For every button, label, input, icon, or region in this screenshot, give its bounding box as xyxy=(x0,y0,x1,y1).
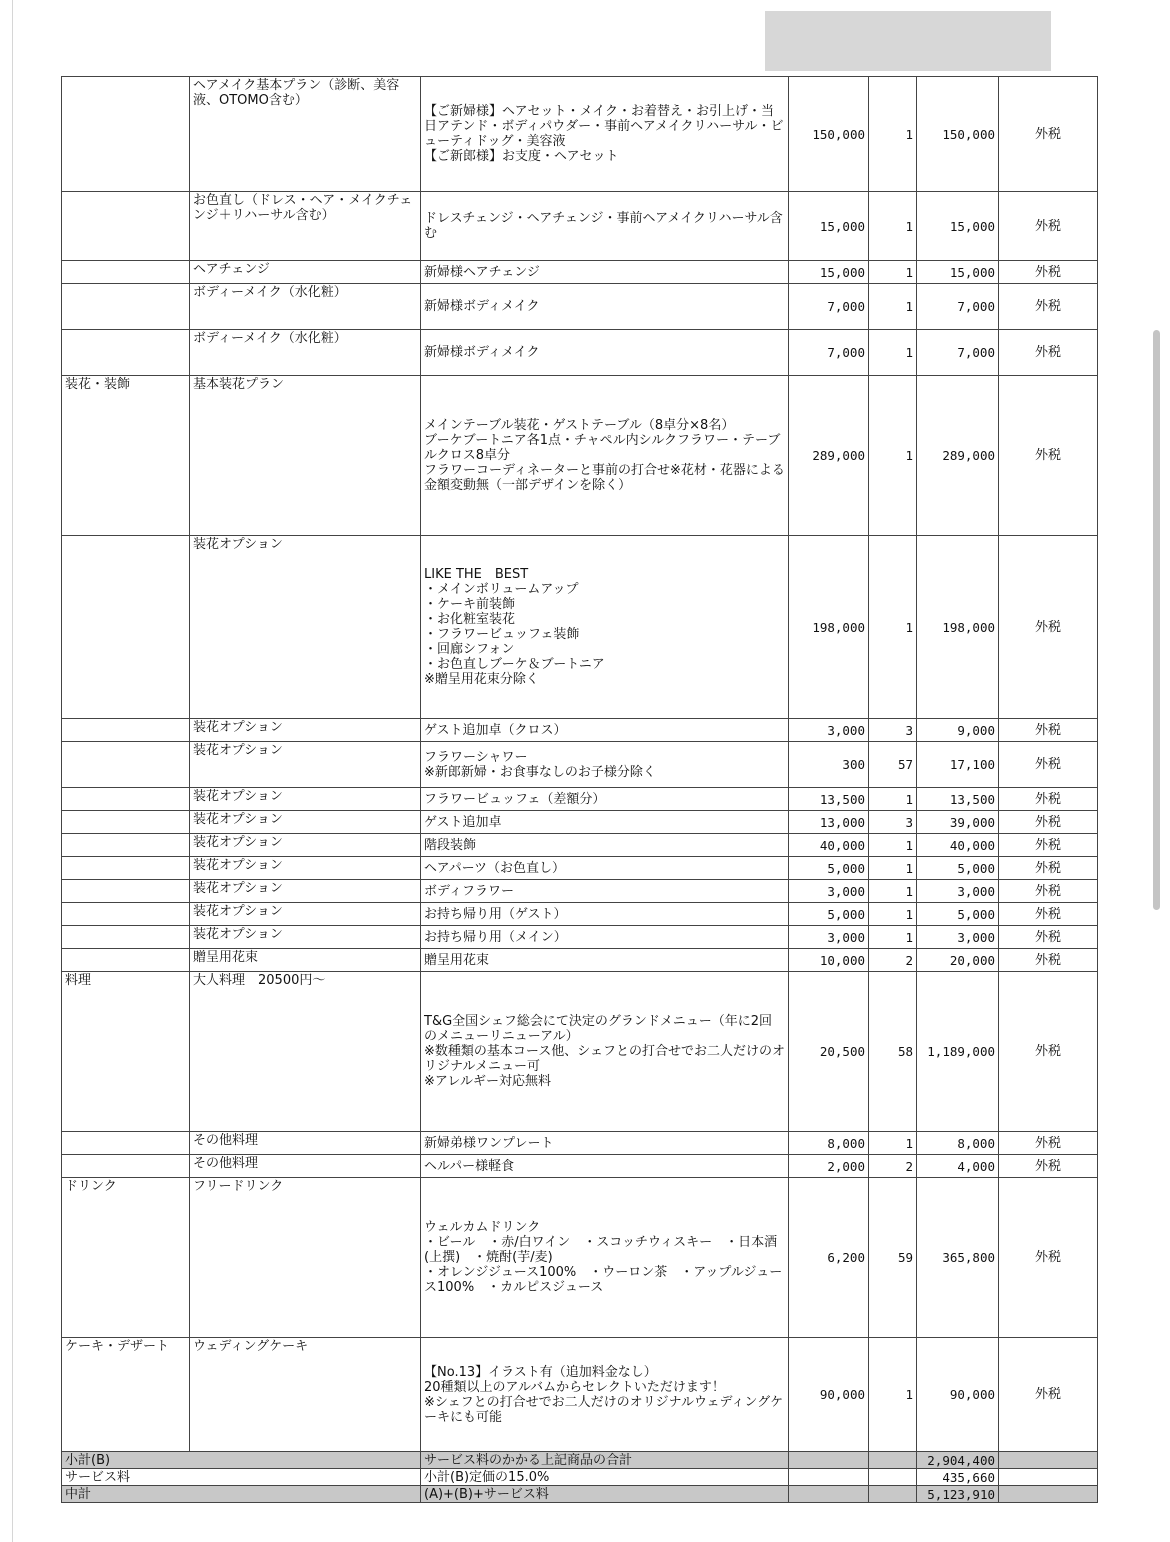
service-fee-blank xyxy=(789,1469,869,1486)
amount-cell: 90,000 xyxy=(917,1338,999,1452)
description-cell: フラワーシャワー ※新郎新婦・お食事なしのお子様分除く xyxy=(421,742,789,788)
amount-cell: 15,000 xyxy=(917,261,999,284)
midtotal-amount: 5,123,910 xyxy=(917,1486,999,1503)
item-cell: 装花オプション xyxy=(190,903,421,926)
description-cell: 【No.13】イラスト有（追加料金なし） 20種類以上のアルバムからセレクトいただけます！ ※シェフとの打合せでお二人だけのオリジナルウェディングケーキにも可能 xyxy=(421,1338,789,1452)
description-cell: T&G全国シェフ総会にて決定のグランドメニュー（年に2回のメニューリニューアル） ※数種類の基本コース他、シェフとの打合せでお二人だけのオリジナルメニュー可 ※アレルギー対応無料 xyxy=(421,972,789,1132)
item-cell: 装花オプション xyxy=(190,880,421,903)
unit-price-cell: 7,000 xyxy=(789,284,869,330)
redacted-area xyxy=(765,11,1051,71)
category-cell xyxy=(62,788,190,811)
unit-price-cell: 198,000 xyxy=(789,536,869,719)
table-row xyxy=(62,742,1098,788)
category-cell xyxy=(62,880,190,903)
unit-price-cell: 13,000 xyxy=(789,811,869,834)
amount-cell: 365,800 xyxy=(917,1178,999,1338)
amount-cell: 1,189,000 xyxy=(917,972,999,1132)
quantity-cell: 1 xyxy=(869,261,917,284)
unit-price-cell: 289,000 xyxy=(789,376,869,536)
description-cell: 新婦弟様ワンプレート xyxy=(421,1132,789,1155)
quantity-cell: 1 xyxy=(869,926,917,949)
category-cell xyxy=(62,926,190,949)
category-cell xyxy=(62,903,190,926)
tax-cell: 外税 xyxy=(999,284,1098,330)
quantity-cell: 1 xyxy=(869,536,917,719)
subtotal-blank xyxy=(789,1452,869,1469)
amount-cell: 8,000 xyxy=(917,1132,999,1155)
category-cell xyxy=(62,811,190,834)
table-row xyxy=(62,284,1098,330)
item-cell: その他料理 xyxy=(190,1132,421,1155)
table-row xyxy=(62,972,1098,1132)
item-cell: ウェディングケーキ xyxy=(190,1338,421,1452)
item-cell: 装花オプション xyxy=(190,536,421,719)
item-cell: 装花オプション xyxy=(190,834,421,857)
item-cell: 装花オプション xyxy=(190,857,421,880)
quantity-cell: 1 xyxy=(869,880,917,903)
tax-cell: 外税 xyxy=(999,330,1098,376)
tax-cell: 外税 xyxy=(999,376,1098,536)
amount-cell: 15,000 xyxy=(917,192,999,261)
service-fee-description: 小計(B)定価の15.0% xyxy=(421,1469,789,1486)
table-row xyxy=(62,857,1098,880)
category-cell xyxy=(62,949,190,972)
tax-cell: 外税 xyxy=(999,719,1098,742)
subtotal-row xyxy=(62,1452,1098,1469)
unit-price-cell: 5,000 xyxy=(789,857,869,880)
category-cell: 装花・装飾 xyxy=(62,376,190,536)
unit-price-cell: 20,500 xyxy=(789,972,869,1132)
category-cell xyxy=(62,834,190,857)
item-cell: お色直し（ドレス・ヘア・メイクチェンジ＋リハーサル含む） xyxy=(190,192,421,261)
unit-price-cell: 5,000 xyxy=(789,903,869,926)
description-cell: ドレスチェンジ・ヘアチェンジ・事前ヘアメイクリハーサル含む xyxy=(421,192,789,261)
unit-price-cell: 7,000 xyxy=(789,330,869,376)
quantity-cell: 59 xyxy=(869,1178,917,1338)
unit-price-cell: 15,000 xyxy=(789,261,869,284)
quantity-cell: 1 xyxy=(869,77,917,192)
description-cell: ヘルパー様軽食 xyxy=(421,1155,789,1178)
item-cell: ボディーメイク（水化粧） xyxy=(190,284,421,330)
table-row xyxy=(62,949,1098,972)
unit-price-cell: 2,000 xyxy=(789,1155,869,1178)
item-cell: 装花オプション xyxy=(190,926,421,949)
tax-cell: 外税 xyxy=(999,1178,1098,1338)
description-cell: 【ご新婦様】ヘアセット・メイク・お着替え・お引上げ・当日アテンド・ボディパウダー・事前ヘアメイクリハーサル・ビューティドッグ・美容液 【ご新郎様】お支度・ヘアセット xyxy=(421,77,789,192)
quantity-cell: 3 xyxy=(869,811,917,834)
item-cell: 装花オプション xyxy=(190,719,421,742)
item-cell: ボディーメイク（水化粧） xyxy=(190,330,421,376)
description-cell: ウェルカムドリンク ・ビール ・赤/白ワイン ・スコッチウィスキー ・日本酒(上撰) ・焼酎(芋/麦) ・オレンジジュース100% ・ウーロン茶 ・アップルジュース100% ・カルピスジュース xyxy=(421,1178,789,1338)
unit-price-cell: 90,000 xyxy=(789,1338,869,1452)
unit-price-cell: 150,000 xyxy=(789,77,869,192)
service-fee-row xyxy=(62,1469,1098,1486)
amount-cell: 150,000 xyxy=(917,77,999,192)
midtotal-blank xyxy=(869,1486,917,1503)
tax-cell: 外税 xyxy=(999,1132,1098,1155)
tax-cell: 外税 xyxy=(999,949,1098,972)
table-row xyxy=(62,77,1098,192)
description-cell: お持ち帰り用（ゲスト） xyxy=(421,903,789,926)
tax-cell: 外税 xyxy=(999,811,1098,834)
description-cell: 贈呈用花束 xyxy=(421,949,789,972)
midtotal-description: (A)+(B)+サービス料 xyxy=(421,1486,789,1503)
quantity-cell: 1 xyxy=(869,1338,917,1452)
service-fee-label: サービス料 xyxy=(62,1469,421,1486)
subtotal-blank xyxy=(869,1452,917,1469)
table-row xyxy=(62,376,1098,536)
midtotal-blank xyxy=(789,1486,869,1503)
table-row xyxy=(62,261,1098,284)
tax-cell: 外税 xyxy=(999,926,1098,949)
category-cell xyxy=(62,284,190,330)
category-cell xyxy=(62,77,190,192)
amount-cell: 7,000 xyxy=(917,330,999,376)
description-cell: 新婦様ヘアチェンジ xyxy=(421,261,789,284)
service-fee-blank xyxy=(999,1469,1098,1486)
tax-cell: 外税 xyxy=(999,192,1098,261)
amount-cell: 13,500 xyxy=(917,788,999,811)
quantity-cell: 1 xyxy=(869,834,917,857)
table-row xyxy=(62,811,1098,834)
amount-cell: 20,000 xyxy=(917,949,999,972)
amount-cell: 5,000 xyxy=(917,857,999,880)
quantity-cell: 57 xyxy=(869,742,917,788)
table-row xyxy=(62,1155,1098,1178)
service-fee-blank xyxy=(869,1469,917,1486)
table-row xyxy=(62,926,1098,949)
amount-cell: 3,000 xyxy=(917,880,999,903)
item-cell: 基本装花プラン xyxy=(190,376,421,536)
category-cell: ドリンク xyxy=(62,1178,190,1338)
description-cell: ヘアパーツ（お色直し） xyxy=(421,857,789,880)
table-row xyxy=(62,1178,1098,1338)
description-cell: LIKE THE BEST ・メインボリュームアップ ・ケーキ前装飾 ・お化粧室装花 ・フラワービュッフェ装飾 ・回廊シフォン ・お色直しブーケ＆ブートニア ※贈呈用花束分除く xyxy=(421,536,789,719)
unit-price-cell: 300 xyxy=(789,742,869,788)
table-row xyxy=(62,903,1098,926)
unit-price-cell: 3,000 xyxy=(789,880,869,903)
tax-cell: 外税 xyxy=(999,788,1098,811)
category-cell xyxy=(62,261,190,284)
table-row xyxy=(62,719,1098,742)
description-cell: お持ち帰り用（メイン） xyxy=(421,926,789,949)
quantity-cell: 1 xyxy=(869,788,917,811)
tax-cell: 外税 xyxy=(999,834,1098,857)
category-cell xyxy=(62,330,190,376)
category-cell xyxy=(62,742,190,788)
item-cell: 大人料理 20500円～ xyxy=(190,972,421,1132)
item-cell: フリードリンク xyxy=(190,1178,421,1338)
estimate-body xyxy=(62,77,1098,1503)
amount-cell: 17,100 xyxy=(917,742,999,788)
tax-cell: 外税 xyxy=(999,536,1098,719)
category-cell xyxy=(62,719,190,742)
subtotal-description: サービス料のかかる上記商品の合計 xyxy=(421,1452,789,1469)
page-edge-line xyxy=(12,0,13,1542)
amount-cell: 7,000 xyxy=(917,284,999,330)
description-cell: 新婦様ボディメイク xyxy=(421,330,789,376)
unit-price-cell: 40,000 xyxy=(789,834,869,857)
description-cell: ゲスト追加卓 xyxy=(421,811,789,834)
quantity-cell: 3 xyxy=(869,719,917,742)
unit-price-cell: 3,000 xyxy=(789,926,869,949)
item-cell: ヘアメイク基本プラン（診断、美容液、OTOMO含む） xyxy=(190,77,421,192)
table-row xyxy=(62,1132,1098,1155)
quantity-cell: 1 xyxy=(869,1132,917,1155)
tax-cell: 外税 xyxy=(999,1338,1098,1452)
category-cell xyxy=(62,857,190,880)
item-cell: その他料理 xyxy=(190,1155,421,1178)
subtotal-label: 小計(B) xyxy=(62,1452,421,1469)
quantity-cell: 2 xyxy=(869,1155,917,1178)
item-cell: 装花オプション xyxy=(190,788,421,811)
table-row xyxy=(62,834,1098,857)
service-fee-amount: 435,660 xyxy=(917,1469,999,1486)
tax-cell: 外税 xyxy=(999,1155,1098,1178)
amount-cell: 9,000 xyxy=(917,719,999,742)
quantity-cell: 1 xyxy=(869,903,917,926)
tax-cell: 外税 xyxy=(999,77,1098,192)
amount-cell: 3,000 xyxy=(917,926,999,949)
description-cell: メインテーブル装花・ゲストテーブル（8卓分×8名） ブーケブートニア各1点・チャペル内シルクフラワー・テーブルクロス8卓分 フラワーコーディネーターと事前の打合せ※花材・花器による金額変動無（一部デザインを除く） xyxy=(421,376,789,536)
description-cell: 階段装飾 xyxy=(421,834,789,857)
estimate-table xyxy=(61,76,1098,1503)
description-cell: フラワービュッフェ（差額分） xyxy=(421,788,789,811)
description-cell: ボディフラワー xyxy=(421,880,789,903)
amount-cell: 5,000 xyxy=(917,903,999,926)
unit-price-cell: 13,500 xyxy=(789,788,869,811)
item-cell: 装花オプション xyxy=(190,811,421,834)
quantity-cell: 58 xyxy=(869,972,917,1132)
quantity-cell: 1 xyxy=(869,330,917,376)
unit-price-cell: 15,000 xyxy=(789,192,869,261)
unit-price-cell: 8,000 xyxy=(789,1132,869,1155)
table-row xyxy=(62,1338,1098,1452)
tax-cell: 外税 xyxy=(999,903,1098,926)
description-cell: ゲスト追加卓（クロス） xyxy=(421,719,789,742)
category-cell xyxy=(62,1132,190,1155)
item-cell: 装花オプション xyxy=(190,742,421,788)
subtotal-amount: 2,904,400 xyxy=(917,1452,999,1469)
category-cell xyxy=(62,1155,190,1178)
table-row xyxy=(62,192,1098,261)
amount-cell: 198,000 xyxy=(917,536,999,719)
table-row xyxy=(62,880,1098,903)
midtotal-label: 中計 xyxy=(62,1486,421,1503)
amount-cell: 289,000 xyxy=(917,376,999,536)
category-cell: 料理 xyxy=(62,972,190,1132)
quantity-cell: 1 xyxy=(869,284,917,330)
amount-cell: 4,000 xyxy=(917,1155,999,1178)
table-row xyxy=(62,536,1098,719)
tax-cell: 外税 xyxy=(999,880,1098,903)
quantity-cell: 2 xyxy=(869,949,917,972)
midtotal-blank xyxy=(999,1486,1098,1503)
tax-cell: 外税 xyxy=(999,261,1098,284)
unit-price-cell: 3,000 xyxy=(789,719,869,742)
quantity-cell: 1 xyxy=(869,192,917,261)
item-cell: ヘアチェンジ xyxy=(190,261,421,284)
unit-price-cell: 10,000 xyxy=(789,949,869,972)
category-cell xyxy=(62,536,190,719)
quantity-cell: 1 xyxy=(869,857,917,880)
description-cell: 新婦様ボディメイク xyxy=(421,284,789,330)
quantity-cell: 1 xyxy=(869,376,917,536)
scrollbar-thumb[interactable] xyxy=(1153,330,1160,910)
midtotal-row xyxy=(62,1486,1098,1503)
tax-cell: 外税 xyxy=(999,857,1098,880)
category-cell xyxy=(62,192,190,261)
tax-cell: 外税 xyxy=(999,742,1098,788)
table-row xyxy=(62,788,1098,811)
tax-cell: 外税 xyxy=(999,972,1098,1132)
amount-cell: 39,000 xyxy=(917,811,999,834)
subtotal-blank xyxy=(999,1452,1098,1469)
item-cell: 贈呈用花束 xyxy=(190,949,421,972)
category-cell: ケーキ・デザート xyxy=(62,1338,190,1452)
amount-cell: 40,000 xyxy=(917,834,999,857)
unit-price-cell: 6,200 xyxy=(789,1178,869,1338)
table-row xyxy=(62,330,1098,376)
